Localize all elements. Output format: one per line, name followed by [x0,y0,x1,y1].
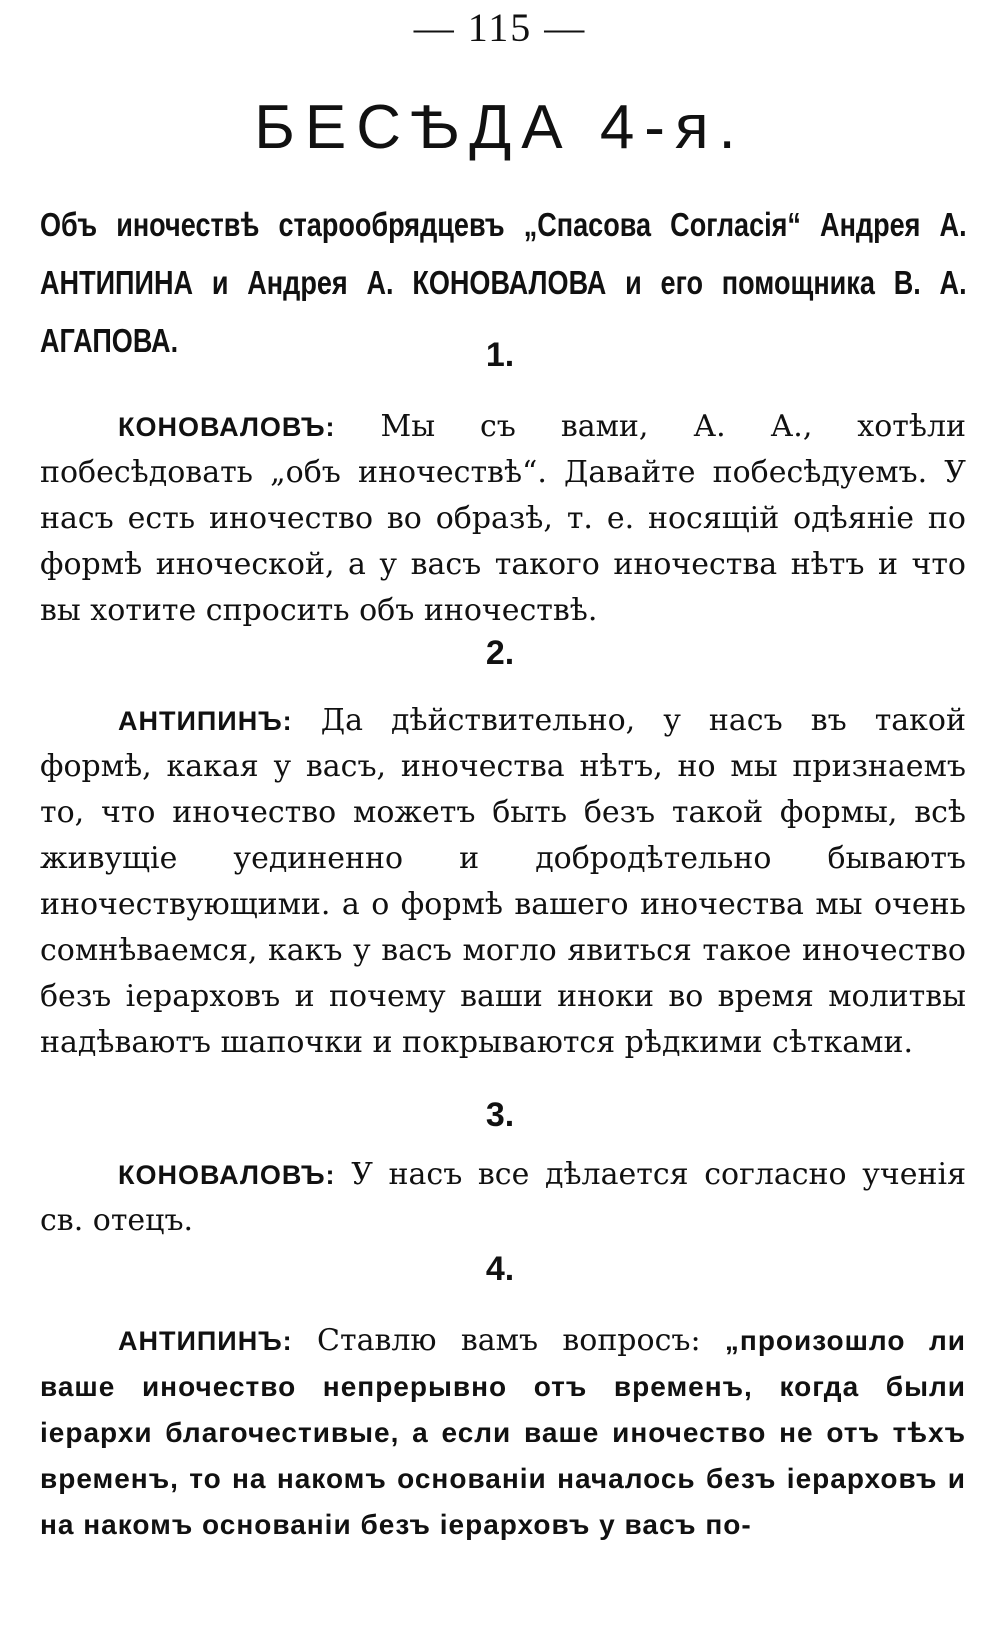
paragraph-text: Мы съ вами, А. А., хотѣли побесѣдовать „объ иночествѣ“. Давайте побесѣдуемъ. У насъ есть иночество во образѣ, т. е. носящій одѣяніе по формѣ иноческой, а у васъ такого иночества нѣтъ и что вы хотите спросить объ иночествѣ. [40,409,966,628]
page-number: — 115 — [413,5,587,50]
dialogue-paragraph [40,1318,966,1548]
speaker-name: КОНОВАЛОВЪ: [118,1160,336,1190]
chapter-subtitle: Объ иночествѣ старообрядцевъ „Спасова Согласія“ Андрея А. АНТИПИНА и Андрея А. КОНОВАЛОВА и его помощника В. А. АГАПОВА. [40,206,967,359]
chapter-title: БЕСѢДА 4-я. [254,93,746,162]
dialogue-paragraph [40,698,966,1066]
section-number: 4. [485,1250,515,1288]
section-number: 2. [485,634,515,672]
speaker-name: АНТИПИНЪ: [118,1326,293,1356]
speaker-name: АНТИПИНЪ: [118,706,293,736]
section-number: 1. [485,336,515,374]
dialogue-paragraph [40,1152,966,1244]
section-number: 3. [485,1096,515,1134]
paragraph-text: „произошло ли ваше иночество непрерывно отъ временъ, когда были іерархи благочестивые, а если ваше иночество не отъ тѣхъ временъ, то на накомъ основаніи началось безъ іерарховъ и на накомъ основаніи безъ іерарховъ у васъ по- [40,1325,966,1540]
paragraph-lead-text: Ставлю вамъ вопросъ: [317,1323,701,1358]
paragraph-text: У насъ все дѣлается согласно ученія св. отецъ. [40,1157,966,1238]
paragraph-text: Да дѣйствительно, у насъ въ такой формѣ, какая у васъ, иночества нѣтъ, но мы признаемъ то, что иночество можетъ быть безъ такой формы, всѣ живущіе уединенно и добродѣтельно бываютъ иночествующими. а о формѣ вашего иночества мы очень сомнѣваемся, какъ у васъ могло явиться такое иночество безъ іерарховъ и почему ваши иноки во время молитвы надѣваютъ шапочки и покрываются рѣдкими сѣтками. [40,703,966,1060]
dialogue-paragraph [40,404,966,634]
speaker-name: КОНОВАЛОВЪ: [118,412,336,442]
